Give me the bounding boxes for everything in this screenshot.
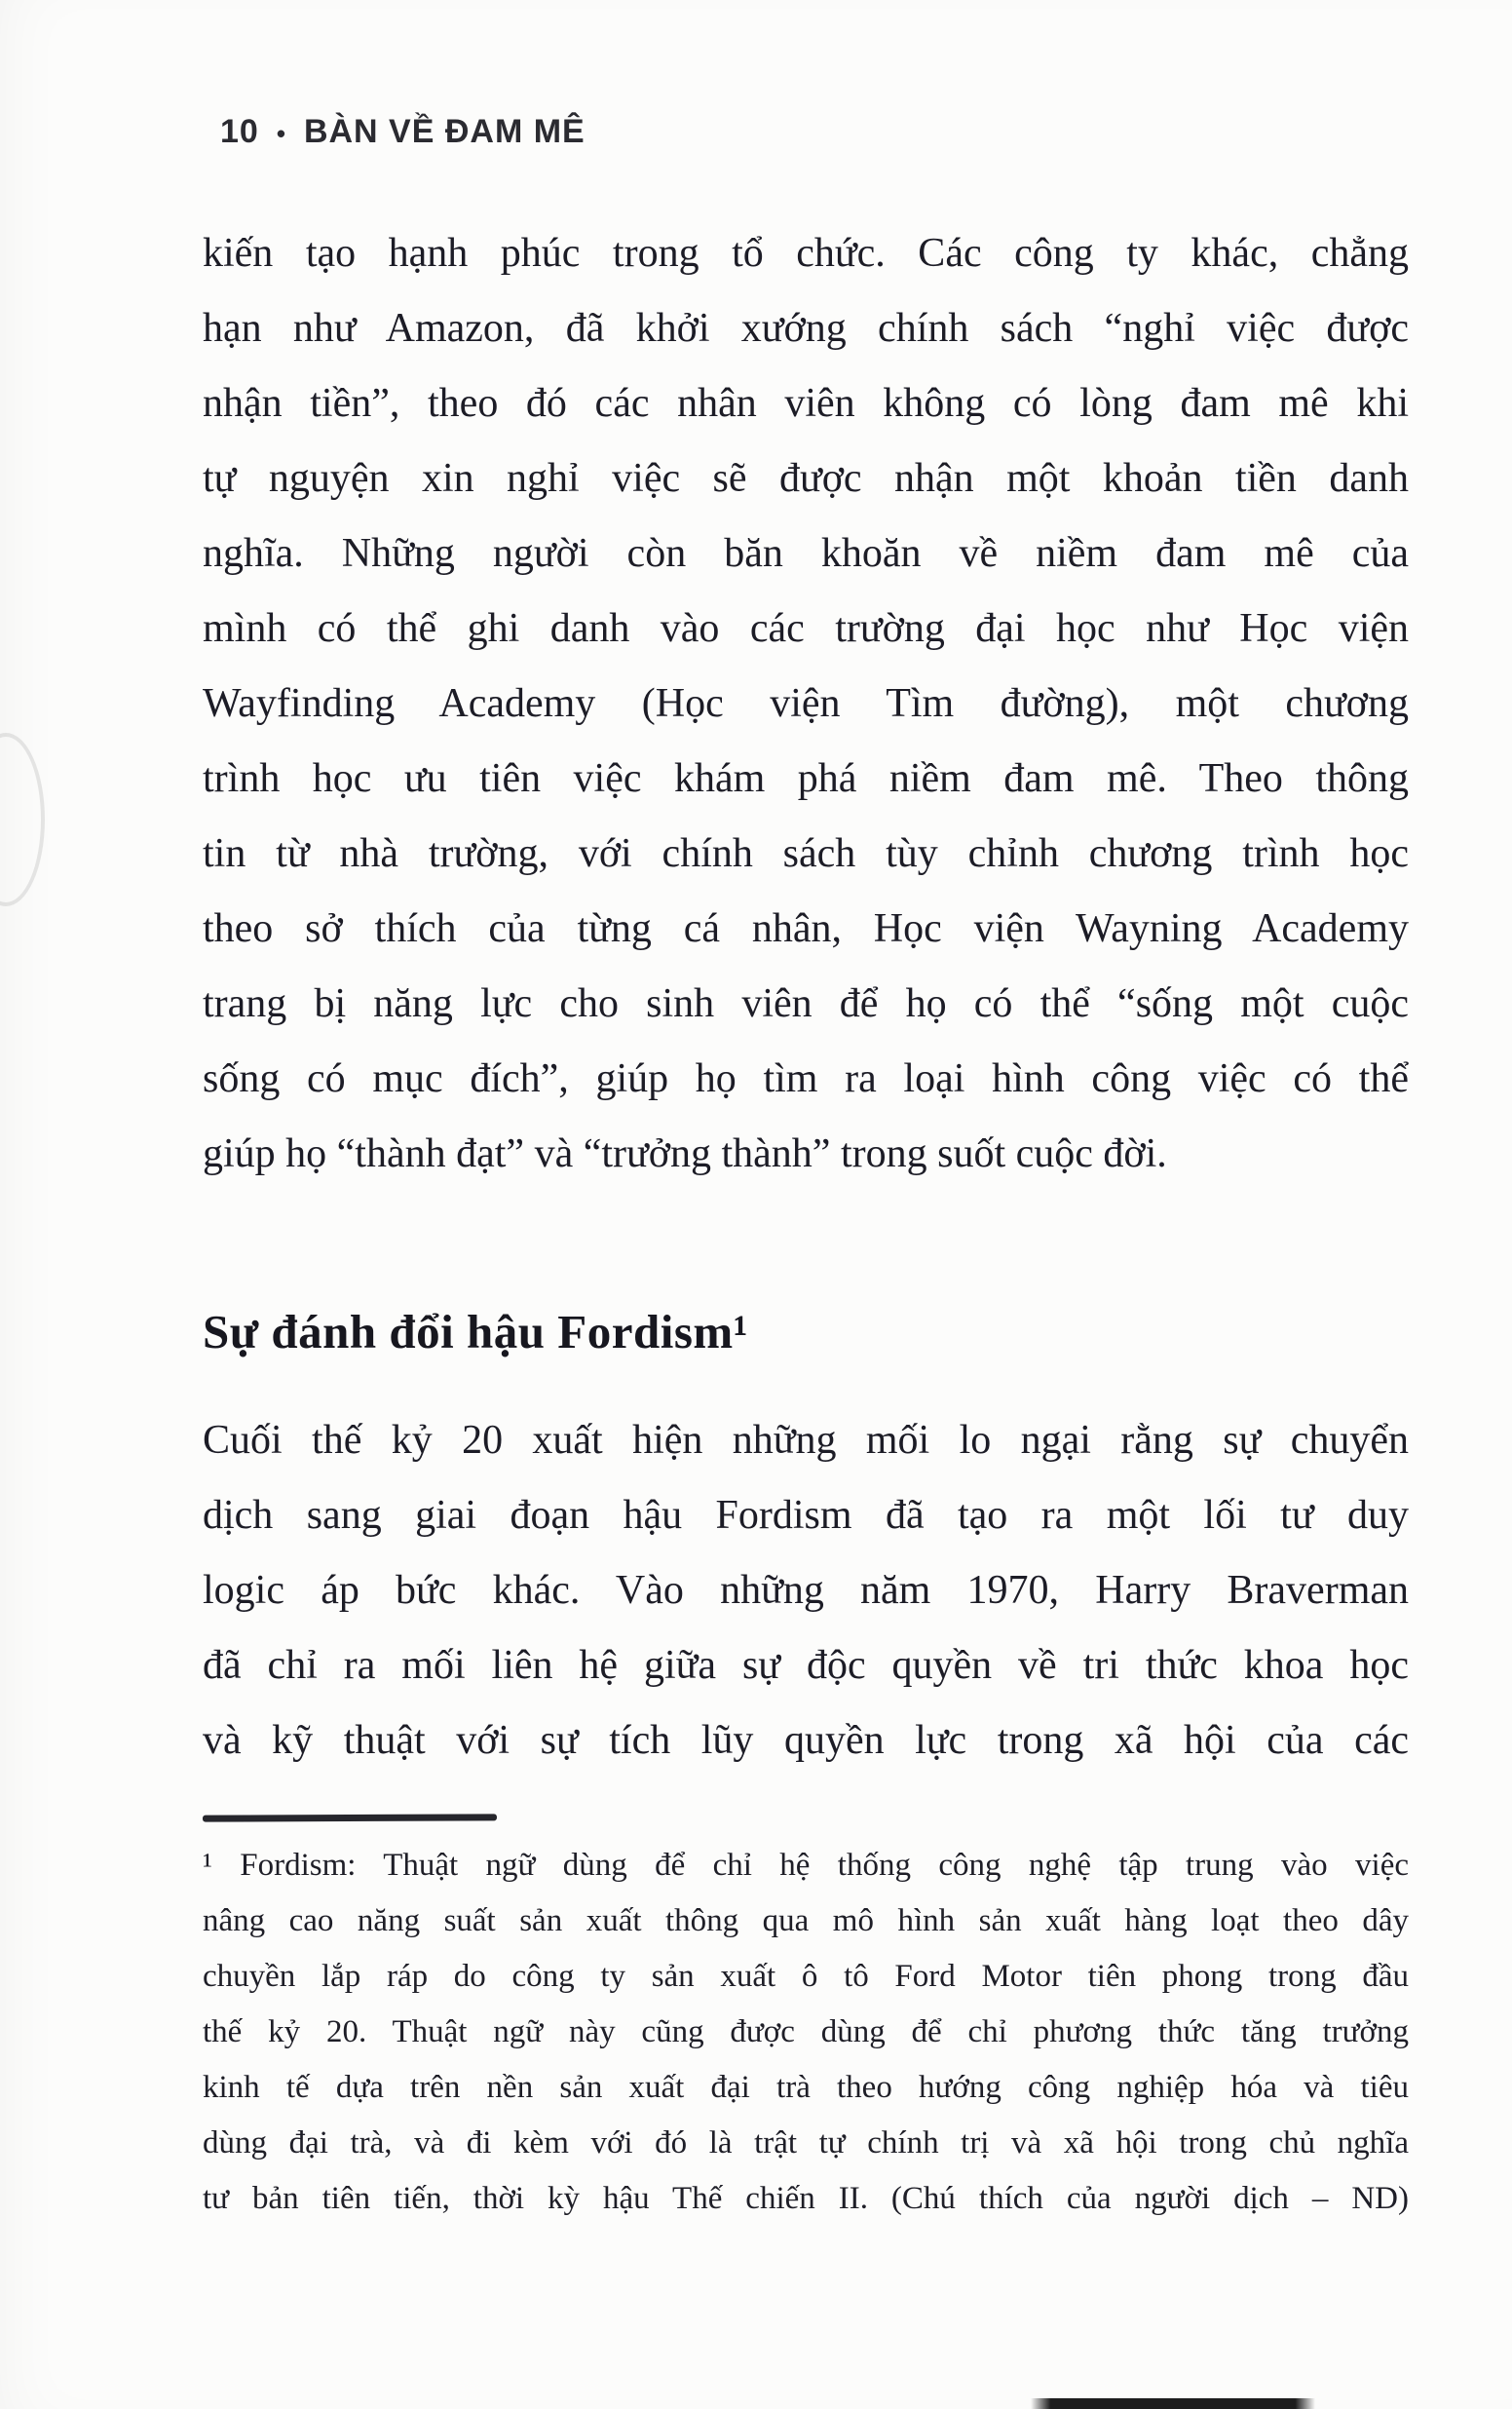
footnote-line: ¹ Fordism: Thuật ngữ dùng để chỉ hệ thống công nghệ tập trung vào việc xyxy=(203,1848,1409,1883)
footnote-line: kinh tế dựa trên nền sản xuất đại trà theo hướng công nghiệp hóa và tiêu xyxy=(203,2070,1409,2105)
body-line: sống có mục đích”, giúp họ tìm ra loại hình công việc có thể xyxy=(203,1056,1409,1101)
footnote-line: tư bản tiên tiến, thời kỳ hậu Thế chiến II. (Chú thích của người dịch – ND) xyxy=(203,2181,1409,2216)
section-heading: Sự đánh đổi hậu Fordism¹ xyxy=(203,1305,748,1358)
running-header xyxy=(220,113,586,151)
body-line: tự nguyện xin nghỉ việc sẽ được nhận một khoản tiền danh xyxy=(203,456,1409,501)
body-line: hạn như Amazon, đã khởi xướng chính sách “nghỉ việc được xyxy=(203,306,1409,351)
body-line: trình học ưu tiên việc khám phá niềm đam mê. Theo thông xyxy=(203,756,1409,801)
body-line: Wayfinding Academy (Học viện Tìm đường), một chương xyxy=(203,681,1409,726)
body-line: dịch sang giai đoạn hậu Fordism đã tạo ra một lối tư duy xyxy=(203,1493,1409,1538)
body-line: trang bị năng lực cho sinh viên để họ có thể “sống một cuộc xyxy=(203,981,1409,1026)
page-number: 10 xyxy=(220,113,259,150)
paragraph-continued xyxy=(203,216,1409,1192)
footnote-line: thế kỷ 20. Thuật ngữ này cũng được dùng để chỉ phương thức tăng trưởng xyxy=(203,2014,1409,2049)
body-line: nghĩa. Những người còn băn khoăn về niềm đam mê của xyxy=(203,531,1409,576)
footnote-line: dùng đại trà, và đi kèm với đó là trật tự chính trị và xã hội trong chủ nghĩa xyxy=(203,2125,1409,2160)
footnote-rule xyxy=(203,1814,497,1821)
body-line: đã chỉ ra mối liên hệ giữa sự độc quyền về tri thức khoa học xyxy=(203,1643,1409,1688)
body-line: theo sở thích của từng cá nhân, Học viện Wayning Academy xyxy=(203,906,1409,951)
body-line: giúp họ “thành đạt” và “trưởng thành” trong suốt cuộc đời. xyxy=(203,1131,1167,1176)
body-line: Cuối thế kỷ 20 xuất hiện những mối lo ngại rằng sự chuyển xyxy=(203,1418,1409,1463)
footnote-line: nâng cao năng suất sản xuất thông qua mô hình sản xuất hàng loạt theo dây xyxy=(203,1903,1409,1938)
body-line: tin từ nhà trường, với chính sách tùy chỉnh chương trình học xyxy=(203,831,1409,876)
body-line: kiến tạo hạnh phúc trong tổ chức. Các công ty khác, chẳng xyxy=(203,231,1409,276)
body-line: và kỹ thuật với sự tích lũy quyền lực trong xã hội của các xyxy=(203,1718,1409,1763)
body-line: nhận tiền”, theo đó các nhân viên không có lòng đam mê khi xyxy=(203,381,1409,426)
footnote-line: chuyền lắp ráp do công ty sản xuất ô tô Ford Motor tiên phong trong đầu xyxy=(203,1959,1409,1994)
body-line: mình có thể ghi danh vào các trường đại học như Học viện xyxy=(203,606,1409,651)
book-title: BÀN VỀ ĐAM MÊ xyxy=(303,113,586,150)
page-curl-mark xyxy=(0,733,45,906)
paragraph-post-fordism xyxy=(203,1403,1409,1778)
bullet-separator-icon: • xyxy=(276,118,286,148)
scan-edge-artifact xyxy=(1031,2398,1315,2409)
footnote-block xyxy=(203,1838,1409,2227)
body-line: logic áp bức khác. Vào những năm 1970, Harry Braverman xyxy=(203,1568,1409,1613)
